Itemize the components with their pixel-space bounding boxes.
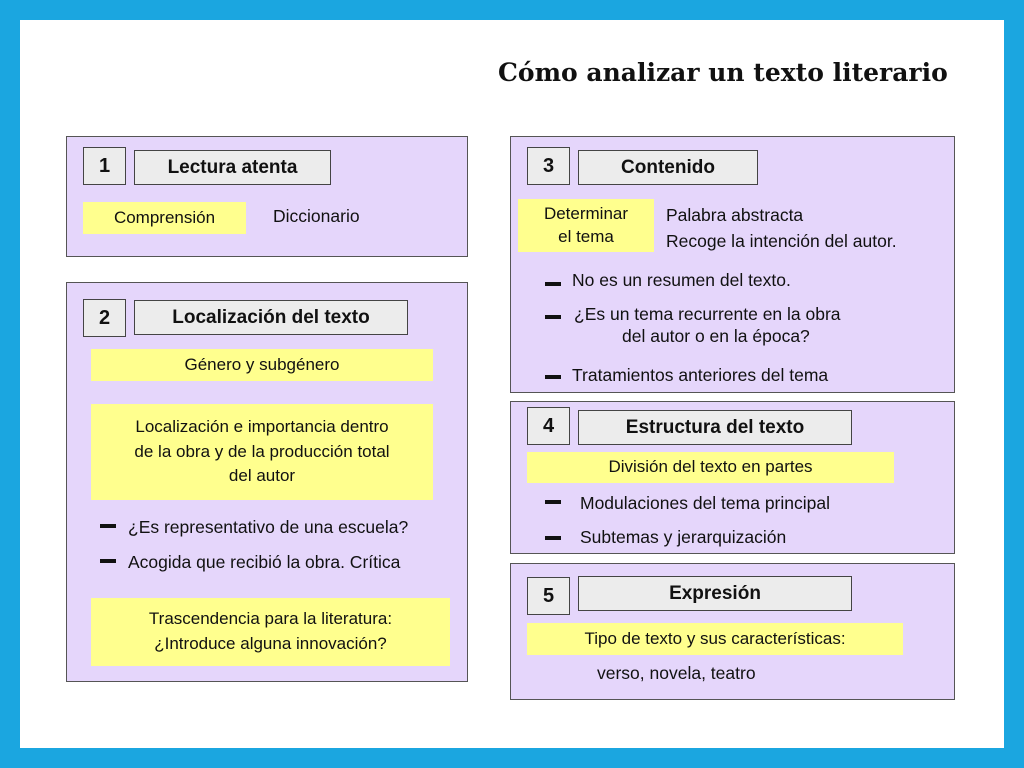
section-1-highlight: Comprensión bbox=[83, 202, 246, 234]
section-3-heading: Contenido bbox=[578, 150, 758, 185]
section-3-note-1: Palabra abstracta bbox=[666, 205, 804, 225]
section-4-highlight: División del texto en partes bbox=[527, 452, 894, 483]
section-2-bullet-1-marker bbox=[100, 524, 116, 528]
section-3-bullet-2-marker bbox=[545, 315, 561, 319]
section-4-heading: Estructura del texto bbox=[578, 410, 852, 445]
section-3-highlight-line-2: el tema bbox=[558, 226, 614, 246]
section-5-highlight: Tipo de texto y sus características: bbox=[527, 623, 903, 655]
section-2-location-line-1: Localización e importancia dentro bbox=[135, 417, 389, 437]
section-1-note: Diccionario bbox=[273, 206, 360, 226]
section-1-number: 1 bbox=[83, 147, 126, 185]
section-2-location-line-3: del autor bbox=[228, 466, 296, 486]
section-3-bullet-3-marker bbox=[545, 375, 561, 379]
section-2-location-highlight bbox=[91, 404, 433, 500]
section-2-number: 2 bbox=[83, 299, 126, 337]
section-2-transcendence-line-1: Trascendencia para la literatura: bbox=[148, 609, 393, 629]
section-3-number: 3 bbox=[527, 147, 570, 185]
section-3-bullet-2: ¿Es un tema recurrente en la obra bbox=[574, 304, 841, 324]
section-4-number: 4 bbox=[527, 407, 570, 445]
section-5-heading: Expresión bbox=[578, 576, 852, 611]
section-2-transcendence-highlight bbox=[91, 598, 450, 666]
section-3-bullet-1-marker bbox=[545, 282, 561, 286]
section-4-bullet-1: Modulaciones del tema principal bbox=[580, 493, 830, 513]
section-3-highlight bbox=[518, 199, 654, 252]
section-2-transcendence-line-2: ¿Introduce alguna innovación? bbox=[154, 634, 387, 653]
section-2-heading: Localización del texto bbox=[134, 300, 408, 335]
section-2-bullet-2-marker bbox=[100, 559, 116, 563]
section-3-bullet-2-continuation: del autor o en la época? bbox=[622, 326, 810, 346]
section-2-bullet-2: Acogida que recibió la obra. Crítica bbox=[128, 552, 401, 572]
section-3-bullet-3: Tratamientos anteriores del tema bbox=[572, 365, 829, 385]
section-5-number: 5 bbox=[527, 577, 570, 615]
section-4-bullet-2: Subtemas y jerarquización bbox=[580, 527, 787, 547]
page-title: Cómo analizar un texto literario bbox=[498, 58, 948, 87]
section-3-bullet-1: No es un resumen del texto. bbox=[572, 270, 791, 290]
section-3-note-2: Recoge la intención del autor. bbox=[666, 231, 897, 251]
section-1-heading: Lectura atenta bbox=[134, 150, 331, 185]
section-3-highlight-line-1: Determinar bbox=[543, 204, 629, 224]
section-2-bullet-1: ¿Es representativo de una escuela? bbox=[128, 517, 409, 537]
section-2-genre-highlight: Género y subgénero bbox=[91, 349, 433, 381]
section-2-location-line-2: de la obra y de la producción total bbox=[134, 441, 390, 461]
section-4-bullet-2-marker bbox=[545, 536, 561, 540]
section-4-bullet-1-marker bbox=[545, 500, 561, 504]
section-5-note: verso, novela, teatro bbox=[597, 663, 756, 683]
